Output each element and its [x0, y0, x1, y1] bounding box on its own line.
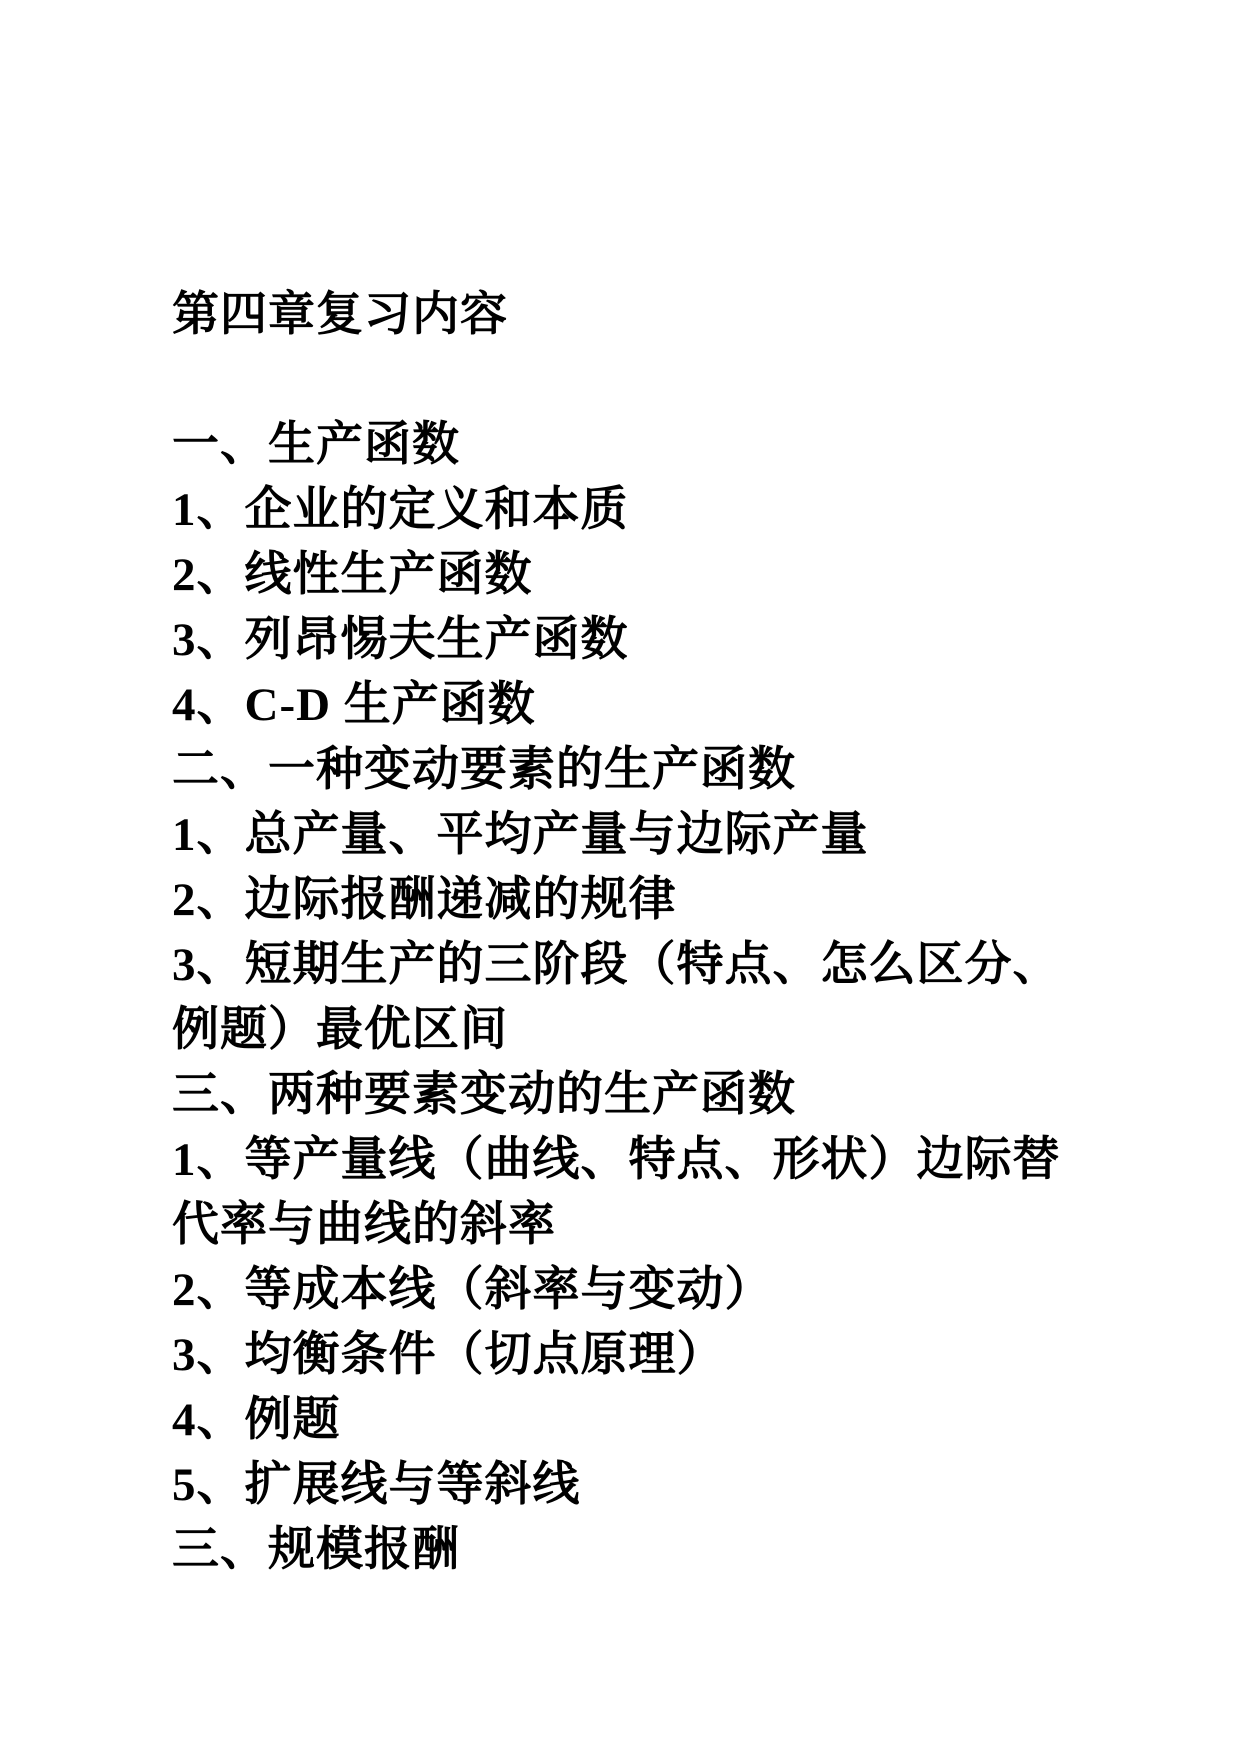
- document-line: 4、C-D 生产函数: [172, 679, 536, 731]
- document-content: [172, 283, 1161, 1583]
- document-line: 5、扩展线与等斜线: [172, 1459, 581, 1511]
- document-line: 代率与曲线的斜率: [172, 1199, 556, 1251]
- document-line: 一、生产函数: [172, 419, 460, 471]
- document-line: 4、例题: [172, 1394, 341, 1446]
- document-line: 3、短期生产的三阶段（特点、怎么区分、: [172, 939, 1061, 991]
- document-line: 二、一种变动要素的生产函数: [172, 744, 796, 796]
- document-line: 例题）最优区间: [172, 1004, 508, 1056]
- document-line: 三、规模报酬: [172, 1524, 460, 1576]
- document-line: 3、列昂惕夫生产函数: [172, 614, 629, 666]
- document-title: 第四章复习内容: [172, 289, 508, 341]
- document-line: 2、等成本线（斜率与变动）: [172, 1264, 773, 1316]
- document-line: 1、等产量线（曲线、特点、形状）边际替: [172, 1134, 1061, 1186]
- document-line: 3、均衡条件（切点原理）: [172, 1329, 725, 1381]
- document-line: 1、总产量、平均产量与边际产量: [172, 809, 869, 861]
- document-line: 三、两种要素变动的生产函数: [172, 1069, 796, 1121]
- document-line: 2、边际报酬递减的规律: [172, 874, 677, 926]
- document-line: 2、线性生产函数: [172, 549, 533, 601]
- document-body: [172, 413, 1161, 1583]
- document-line: 1、企业的定义和本质: [172, 484, 629, 536]
